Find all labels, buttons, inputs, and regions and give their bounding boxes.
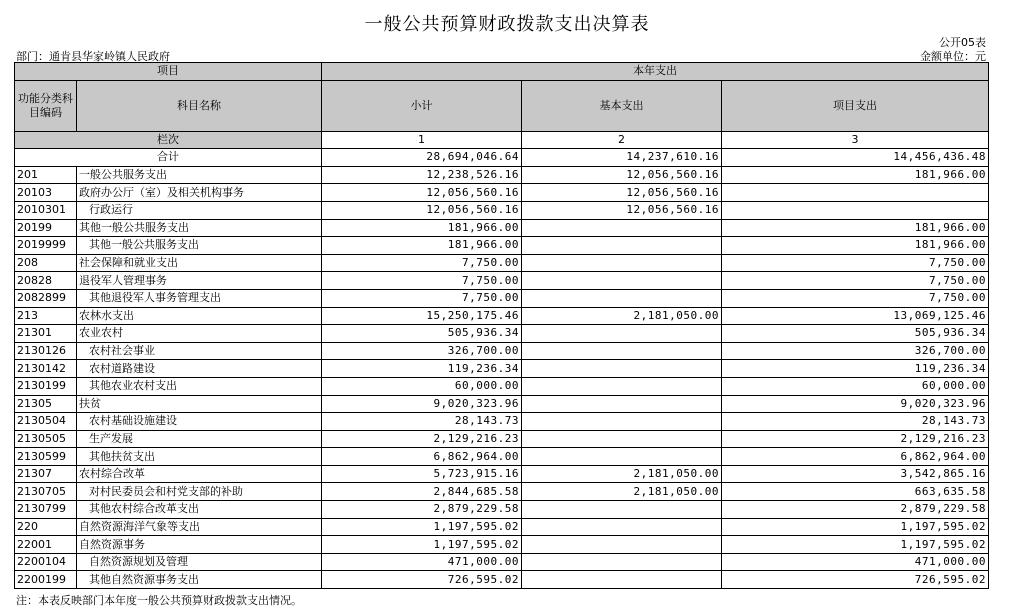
report-title: 一般公共预算财政拨款支出决算表 [364,14,650,35]
table-row [15,430,989,448]
row-code: 20828 [15,272,77,290]
row-code: 21305 [15,395,77,413]
table-row [15,342,989,360]
row-code: 20199 [15,219,77,237]
row-subtotal: 326,700.00 [322,342,522,360]
row-project: 726,595.02 [722,571,989,589]
row-code: 213 [15,307,77,325]
row-project: 181,966.00 [722,219,989,237]
header-basic: 基本支出 [522,80,722,131]
header-col1: 1 [322,131,522,149]
table-row [15,237,989,255]
row-basic [522,395,722,413]
row-basic [522,219,722,237]
row-basic [522,430,722,448]
table-row [15,201,989,219]
row-name: 农村综合改革 [77,465,322,483]
row-subtotal: 505,936.34 [322,325,522,343]
row-basic [522,553,722,571]
row-basic [522,342,722,360]
table-row [15,166,989,184]
row-code: 20103 [15,184,77,202]
row-basic: 12,056,560.16 [522,184,722,202]
row-code: 2130199 [15,377,77,395]
table-row [15,272,989,290]
row-basic: 2,181,050.00 [522,465,722,483]
row-name: 农村社会事业 [77,342,322,360]
row-subtotal: 119,236.34 [322,360,522,378]
row-project: 326,700.00 [722,342,989,360]
row-code: 2010301 [15,201,77,219]
row-project: 181,966.00 [722,237,989,255]
table-row [15,465,989,483]
row-project: 505,936.34 [722,325,989,343]
row-name: 自然资源海洋气象等支出 [77,518,322,536]
row-name: 其他农村综合改革支出 [77,501,322,519]
row-subtotal: 6,862,964.00 [322,448,522,466]
table-row [15,325,989,343]
row-basic: 12,056,560.16 [522,201,722,219]
row-subtotal: 15,250,175.46 [322,307,522,325]
row-code: 2130504 [15,413,77,431]
row-subtotal: 2,844,685.58 [322,483,522,501]
row-name: 自然资源事务 [77,536,322,554]
row-project: 7,750.00 [722,289,989,307]
row-project: 119,236.34 [722,360,989,378]
row-subtotal: 181,966.00 [322,237,522,255]
row-code: 2130799 [15,501,77,519]
row-name: 生产发展 [77,430,322,448]
row-code: 21301 [15,325,77,343]
row-project: 7,750.00 [722,272,989,290]
row-code: 2200199 [15,571,77,589]
row-basic: 12,056,560.16 [522,166,722,184]
row-project [722,184,989,202]
row-basic [522,237,722,255]
row-subtotal: 12,056,560.16 [322,201,522,219]
row-name: 其他退役军人事务管理支出 [77,289,322,307]
table-row [15,254,989,272]
row-name: 扶贫 [77,395,322,413]
table-row [15,518,989,536]
header-row-2 [15,80,989,131]
row-code: 2019999 [15,237,77,255]
row-basic [522,501,722,519]
row-subtotal: 12,238,526.16 [322,166,522,184]
table-row [15,536,989,554]
row-subtotal: 471,000.00 [322,553,522,571]
row-name: 政府办公厅（室）及相关机构事务 [77,184,322,202]
row-code: 2130705 [15,483,77,501]
row-project: 13,069,125.46 [722,307,989,325]
row-basic [522,536,722,554]
header-row-index [15,131,989,149]
table-row [15,413,989,431]
header-func-code: 功能分类科目编码 [15,80,77,131]
row-basic [522,272,722,290]
table-row [15,377,989,395]
total-basic: 14,237,610.16 [522,149,722,167]
header-item: 项目 [15,63,322,81]
row-name: 农村道路建设 [77,360,322,378]
row-project: 2,879,229.58 [722,501,989,519]
header-current-year: 本年支出 [322,63,989,81]
row-basic [522,377,722,395]
row-project [722,201,989,219]
form-number: 公开05表 [939,36,986,49]
row-subtotal: 60,000.00 [322,377,522,395]
row-code: 2200104 [15,553,77,571]
amount-unit-label: 金额单位：元 [920,50,986,63]
row-subtotal: 1,197,595.02 [322,518,522,536]
row-basic [522,254,722,272]
row-code: 2130126 [15,342,77,360]
row-name: 其他农业农村支出 [77,377,322,395]
header-row-1 [15,63,989,81]
table-row [15,395,989,413]
table-row [15,553,989,571]
row-name: 一般公共服务支出 [77,166,322,184]
row-code: 220 [15,518,77,536]
row-basic [522,571,722,589]
row-project: 6,862,964.00 [722,448,989,466]
row-project: 1,197,595.02 [722,518,989,536]
table-row [15,289,989,307]
table-row [15,360,989,378]
header-subtotal: 小计 [322,80,522,131]
department-label: 部门：通肯县华家岭镇人民政府 [16,50,170,63]
row-subtotal: 2,129,216.23 [322,430,522,448]
row-basic: 2,181,050.00 [522,307,722,325]
row-name: 社会保障和就业支出 [77,254,322,272]
header-col2: 2 [522,131,722,149]
row-name: 行政运行 [77,201,322,219]
row-project: 3,542,865.16 [722,465,989,483]
header-project: 项目支出 [722,80,989,131]
row-project: 2,129,216.23 [722,430,989,448]
row-code: 21307 [15,465,77,483]
table-row [15,448,989,466]
row-basic [522,413,722,431]
row-basic [522,325,722,343]
table-row [15,571,989,589]
header-col3: 3 [722,131,989,149]
row-name: 自然资源规划及管理 [77,553,322,571]
row-subtotal: 181,966.00 [322,219,522,237]
table-row [15,219,989,237]
row-name: 其他扶贫支出 [77,448,322,466]
row-name: 其他一般公共服务支出 [77,219,322,237]
row-subtotal: 12,056,560.16 [322,184,522,202]
total-project: 14,456,436.48 [722,149,989,167]
row-project: 181,966.00 [722,166,989,184]
row-subtotal: 7,750.00 [322,272,522,290]
row-code: 2082899 [15,289,77,307]
row-name: 其他一般公共服务支出 [77,237,322,255]
row-basic [522,289,722,307]
row-name: 对村民委员会和村党支部的补助 [77,483,322,501]
row-subtotal: 5,723,915.16 [322,465,522,483]
total-label: 合计 [15,149,322,167]
total-subtotal: 28,694,046.64 [322,149,522,167]
row-subtotal: 9,020,323.96 [322,395,522,413]
table-row [15,483,989,501]
header-subject-name: 科目名称 [77,80,322,131]
row-project: 60,000.00 [722,377,989,395]
total-row [15,149,989,167]
row-name: 退役军人管理事务 [77,272,322,290]
row-name: 农业农村 [77,325,322,343]
row-subtotal: 2,879,229.58 [322,501,522,519]
table-row [15,184,989,202]
row-basic [522,518,722,536]
header-column-index: 栏次 [15,131,322,149]
row-code: 2130599 [15,448,77,466]
row-subtotal: 7,750.00 [322,254,522,272]
row-basic [522,360,722,378]
table-row [15,307,989,325]
row-code: 22001 [15,536,77,554]
table-note: 注：本表反映部门本年度一般公共预算财政拨款支出情况。 [16,594,302,607]
row-project: 471,000.00 [722,553,989,571]
row-project: 1,197,595.02 [722,536,989,554]
table-row [15,501,989,519]
row-name: 农林水支出 [77,307,322,325]
row-name: 农村基础设施建设 [77,413,322,431]
row-subtotal: 28,143.73 [322,413,522,431]
row-code: 2130505 [15,430,77,448]
row-project: 7,750.00 [722,254,989,272]
expenditure-table [14,62,989,589]
row-basic: 2,181,050.00 [522,483,722,501]
row-subtotal: 1,197,595.02 [322,536,522,554]
row-project: 9,020,323.96 [722,395,989,413]
row-code: 201 [15,166,77,184]
row-subtotal: 7,750.00 [322,289,522,307]
row-code: 2130142 [15,360,77,378]
row-name: 其他自然资源事务支出 [77,571,322,589]
row-project: 28,143.73 [722,413,989,431]
row-subtotal: 726,595.02 [322,571,522,589]
row-basic [522,448,722,466]
row-project: 663,635.58 [722,483,989,501]
row-code: 208 [15,254,77,272]
